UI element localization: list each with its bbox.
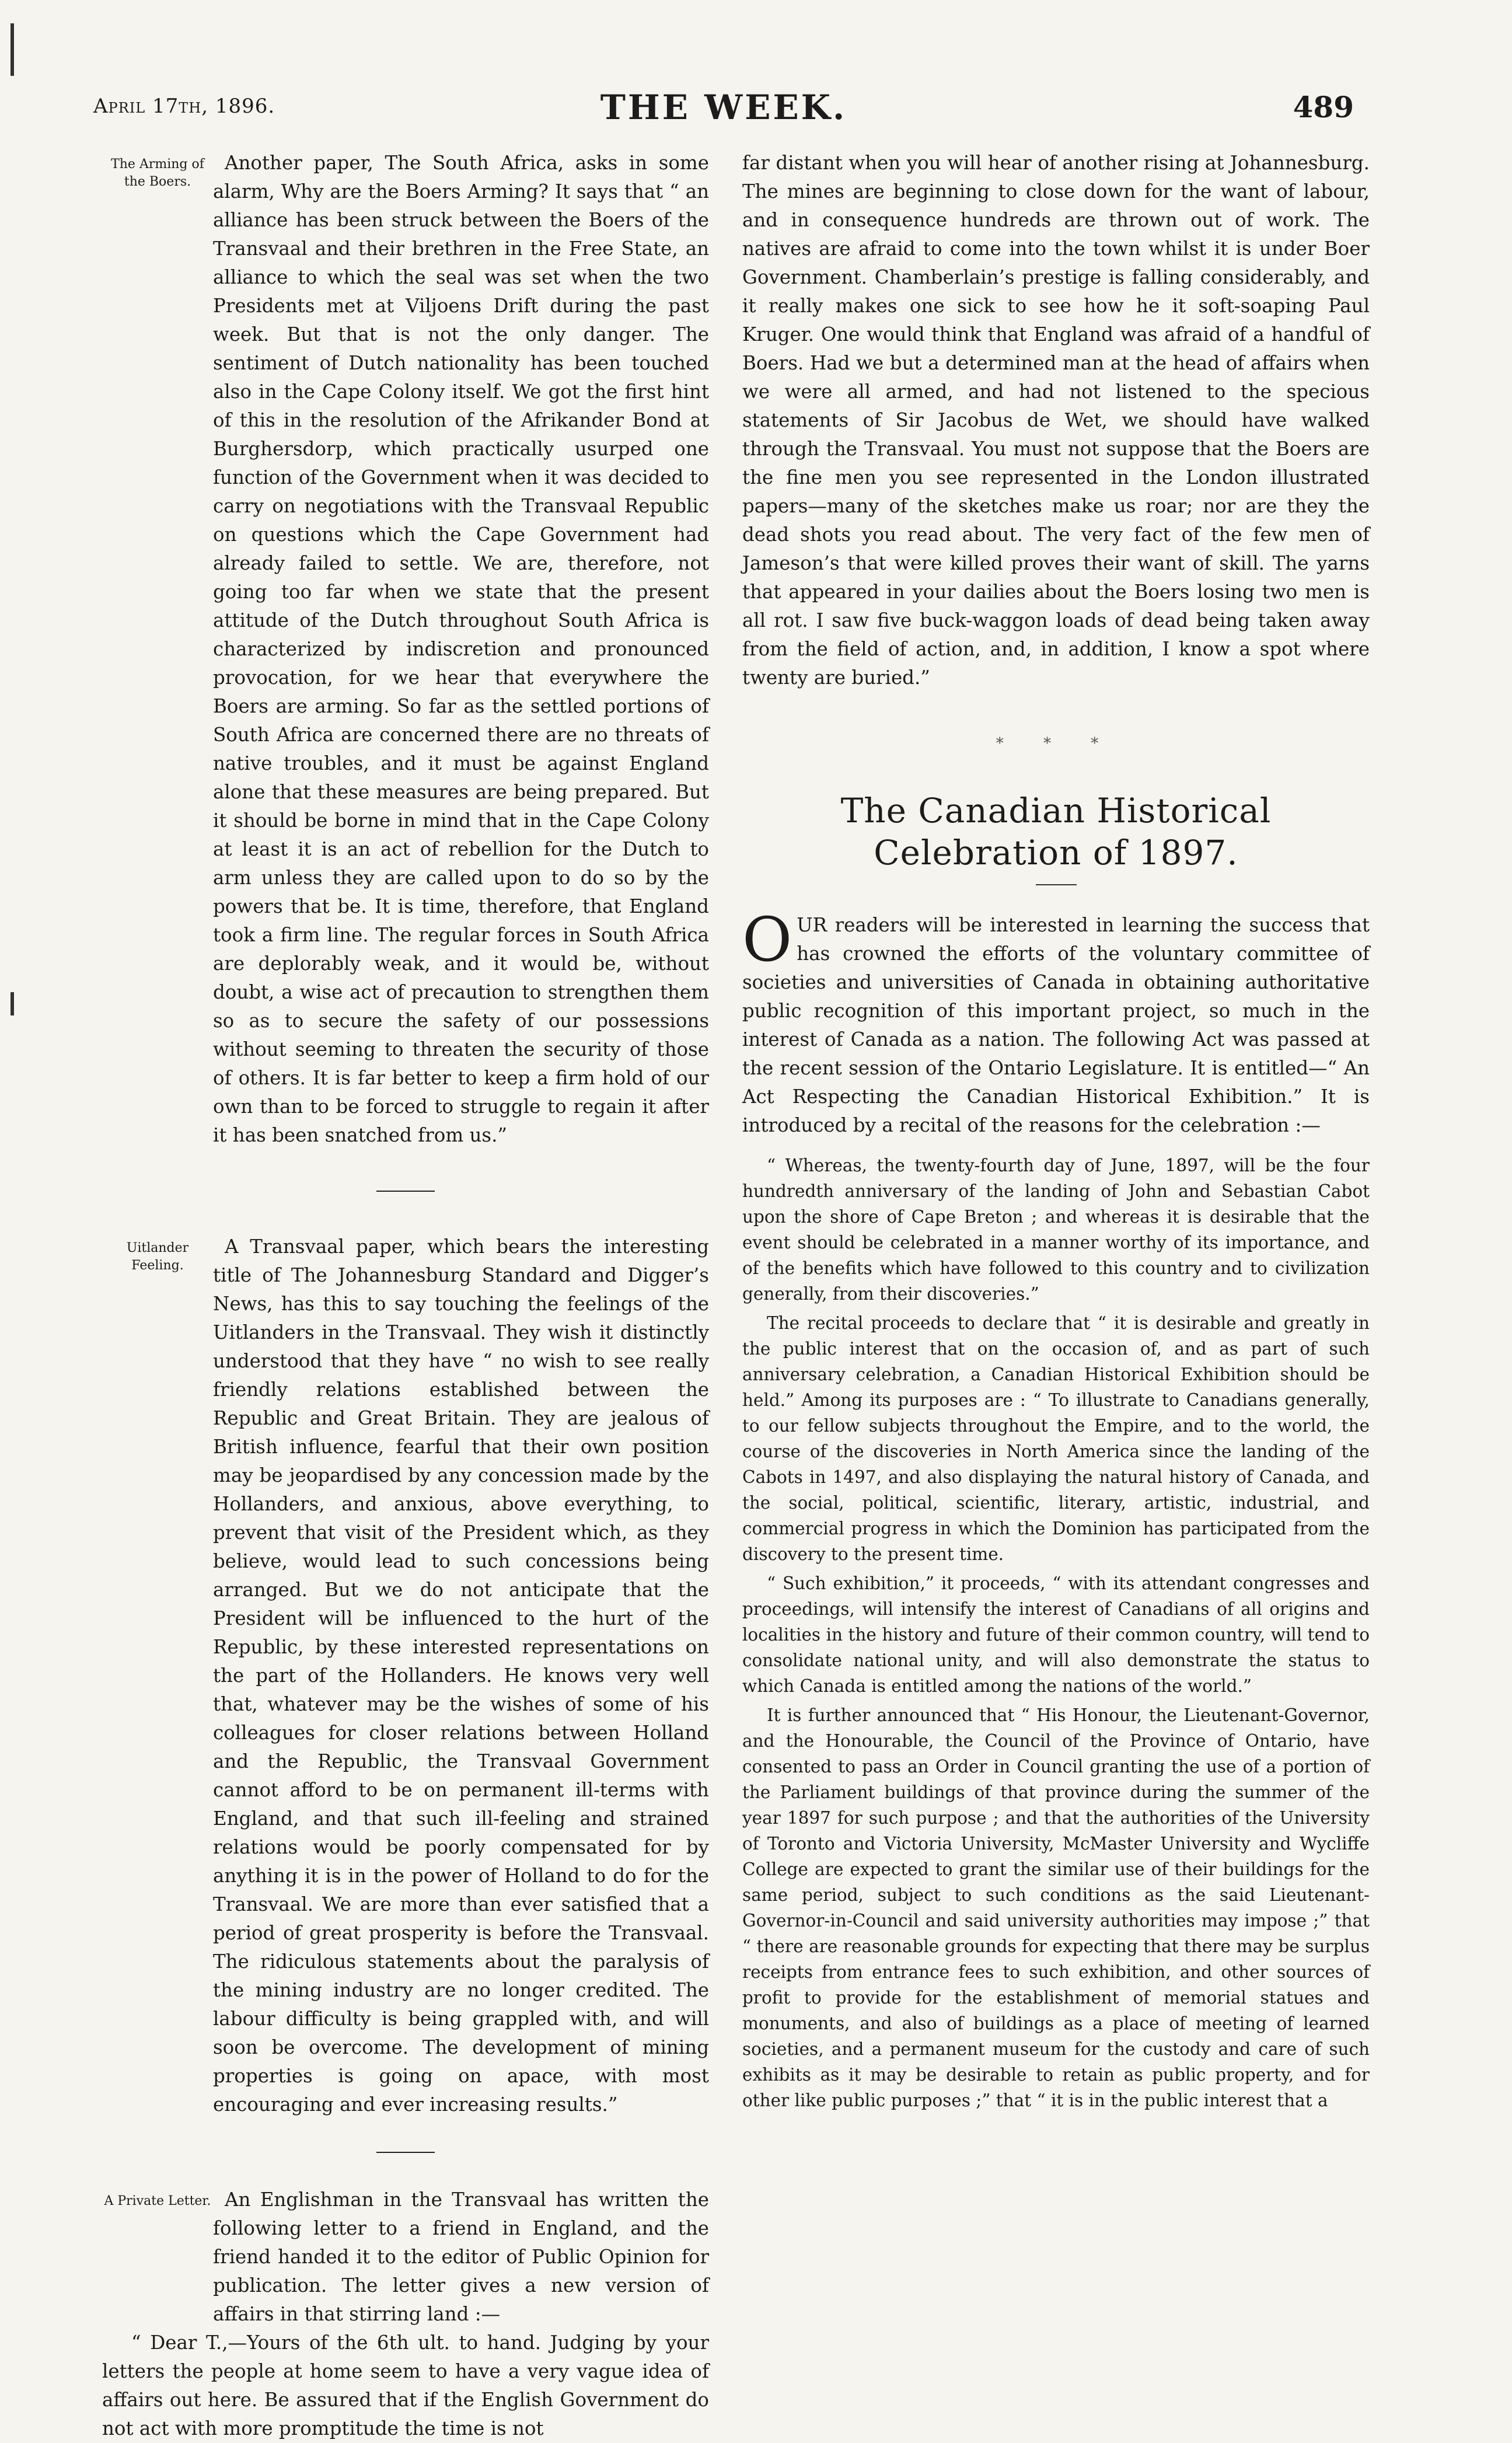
letter-text: “ Dear T.,—Yours of the 6th ult. to hand. Judging by your letters the people at home seem to have a very vague idea of affairs out here. Be assured that if the English Government do not act with more promptitude the time is not [102,2332,709,2439]
act-purposes-paragraph: The recital proceeds to declare that “ it is desirable and greatly in the public interest that on the occasion of, and as part of such anniversary celebration, a Canadian Historical Exhibition should be held.” Among its purposes are : “ To illustrate to Canadians generally, to our fellow subjects throughout the Empire, and to the world, the course of the discoveries in North America since the landing of the Cabots in 1497, and also displaying the natural history of Canada, and the social, political, scientific, literary, artistic, industrial, and commercial progress in which the Dominion has participated from the discovery to the present time. [742,1313,1370,1564]
title-rule [1036,884,1077,885]
act-recital-quote: “ Whereas, the twenty-fourth day of June, 1897, will be the four hundredth anniversary of the landing of John and Sebastian Cabot upon the shore of Cape Breton ; and whereas it is desirable that the event should be celebrated in a manner worthy of its importance, and of the benefits which have followed to this country and to civilization generally, from their discoveries.” [742,1156,1370,1304]
page-header [93,88,1354,140]
page-number: 489 [1293,90,1354,124]
article-intro [742,904,1370,1140]
left-column [102,149,709,2443]
section-divider [376,1191,435,1192]
right-column [742,149,1370,2113]
section-arming-of-boers [102,149,709,1150]
exhibition-paragraph: “ Such exhibition,” it proceeds, “ with its attendant congresses and proceedings, will intensify the interest of Canadians of all origins and localities in the history and future of their common country, will tend to consolidate national unity, and will also demonstrate the status to which Canada is entitled among the nations of the world.” [742,1573,1370,1696]
article-title: The Canadian Historical Celebration of 1897. [840,791,1272,873]
margin-mark [11,992,14,1015]
section-private-letter [102,2186,709,2329]
sidenote-private-letter: A Private Letter. [104,2194,211,2208]
paragraph-uitlander-feeling: A Transvaal paper, which bears the interesting title of The Johannesburg Standard and Digger’s News, has this to say touching the feelings of the Uitlanders in the Transvaal. They wish it distinctly understood that they have “ no wish to see really friendly relations established between the Republic and Great Britain. They are jealous of British influence, fearful that their own position may be jeopardised by any concession made by the Hollanders, and anxious, above everything, to prevent that visit of the President which, as they believe, would lead to such concessions being arranged. But we do not anticipate that the President will be influenced to the hurt of the Republic, by these interested representations on the part of the Hollanders. He knows very well that, whatever may be the wishes of some of his colleagues for closer relations between Holland and the Republic, the Transvaal Government cannot afford to be on permanent ill-terms with England, and that such ill-feeling and strained relations would be poorly compensated for by anything it is in the power of Holland to do for the Transvaal. We are more than ever satisfied that a period of great prosperity is before the Transvaal. The ridiculous statements about the paralysis of the mining industry are no longer credited. The labour difficulty is being grappled with, and will soon be overcome. The development of mining properties is going on apace, with most encouraging and ever increasing results.” [213,1236,709,2116]
paragraph-arming-of-boers: Another paper, The South Africa, asks in some alarm, Why are the Boers Arming? It says that “ an alliance has been struck between the Boers of the Transvaal and their brethren in the Free State, an alliance to which the seal was set when the two Presidents met at Viljoens Drift during the past week. But that is not the only danger. The sentiment of Dutch nationality has been touched also in the Cape Colony itself. We got the first hint of this in the resolution of the Afrikander Bond at Burghersdorp, which practically usurped one function of the Government when it was decided to carry on negotiations with the Transvaal Republic on questions which the Cape Government had already failed to settle. We are, therefore, not going too far when we state that the present attitude of the Dutch throughout South Africa is characterized by indiscretion and pronounced provocation, for we hear that everywhere the Boers are arming. So far as the settled portions of South Africa are concerned there are no threats of native troubles, and it must be against England alone that these measures are being prepared. But it should be borne in mind that in the Cape Colony at least it is an act of rebellion for the Dutch to arm unless they are called upon to do so by the powers that be. It is time, therefore, that England took a firm line. The regular forces in South Africa are deplorably weak, and it would be, without doubt, a wise act of precaution to strengthen them so as to secure the safety of our possessions without seeming to threaten the security of those of others. It is far better to keep a firm hold of our own than to be forced to struggle to regain it after it has been snatched from us.” [213,152,709,1146]
sidenote-uitlander-feeling: Uitlander Feeling. [126,1241,189,1273]
publication-title: THE WEEK. [600,88,847,127]
asterism: * * * [996,735,1116,752]
issue-date: April 17th, 1896. [93,95,275,118]
section-divider [376,2152,435,2153]
section-uitlander-feeling [102,1233,709,2119]
margin-mark [11,23,14,76]
drop-cap: O [742,904,792,975]
sidenote-arming-of-boers: The Arming of the Boers. [111,157,204,189]
announcement-paragraph: It is further announced that “ His Honour, the Lieutenant-Governor, and the Honourable, the Council of the Province of Ontario, have consented to pass an Order in Council granting the use of a portion of the Parliament buildings of that province during the summer of the year 1897 for such purpose ; and that the authorities of the University of Toronto and Victoria University, McMaster University and Wycliffe College are expected to grant the similar use of their buildings for the same period, subject to such conditions as the said Lieutenant-Governor-in-Council and said university authorities may impose ;” that “ there are reasonable grounds for expecting that there may be surplus receipts from entrance fees to such exhibition, and other sources of profit to provide for the establishment of memorial statues and monuments, and also of buildings as a place of meeting of learned societies, and a permanent museum for the custody and care of such exhibits as it may be desirable to retain as public property, and for other like public purposes ;” that “ it is in the public interest that a [742,1705,1370,2110]
article-intro-text: UR readers will be interested in learning the success that has crowned the efforts of the voluntary committee of societies and universities of Canada in obtaining authoritative public recognition of this important project, so much in the interest of Canada as a nation. The following Act was passed at the recent session of the Ontario Legislature. It is entitled—“ An Act Respecting the Canadian Historical Exhibition.” It is introduced by a recital of the reasons for the celebration :— [742,914,1370,1136]
paragraph-private-letter: An Englishman in the Transvaal has written the following letter to a friend in England, and the friend handed it to the editor of Public Opinion for publication. The letter gives a new version of affairs in that stirring land :— [213,2189,709,2325]
letter-continued: far distant when you will hear of another rising at Johannesburg. The mines are beginning to close down for the want of labour, and in consequence hundreds are thrown out of work. The natives are afraid to come into the town whilst it is under Boer Government. Chamberlain’s prestige is falling considerably, and it really makes one sick to see how he it soft-soaping Paul Kruger. One would think that England was afraid of a handful of Boers. Had we but a determined man at the head of affairs when we were all armed, and had not listened to the specious statements of Sir Jacobus de Wet, we should have walked through the Transvaal. You must not suppose that the Boers are the fine men you see represented in the London illustrated papers—many of the sketches make us roar; nor are they the dead shots you read about. The very fact of the few men of Jameson’s that were killed proves their want of skill. The yarns that appeared in your dailies about the Boers losing two men is all rot. I saw five buck-waggon loads of dead being taken away from the field of action, and, in addition, I know a spot where twenty are buried.” [742,152,1370,689]
